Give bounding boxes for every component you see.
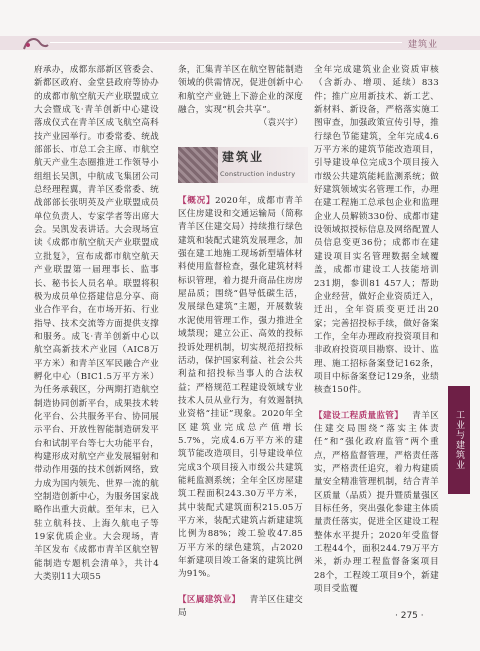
banner-title: 建筑业 — [222, 149, 265, 164]
attribution: （袁兴宇） — [258, 118, 303, 129]
page-number: · 275 · — [395, 611, 424, 621]
banner-pattern — [178, 147, 218, 183]
banner-subtitle: Construction industry — [220, 169, 296, 178]
overview-label: 【概况】 — [178, 195, 216, 206]
overview-paragraph — [178, 195, 303, 582]
column-1 — [34, 64, 159, 584]
column-3 — [314, 64, 439, 596]
side-tab: 工业与建筑业 — [448, 386, 470, 494]
district-construction-label: 【区属建筑业】 — [178, 594, 241, 605]
section-banner — [178, 147, 308, 183]
page-section-title: 建筑业 — [408, 40, 439, 50]
quality-supervision-text: 青羊区住建交局围绕“落实主体责任”和“强化政府监管”两个重点，严格监督管理，严格责任落实，严格责任追究，着力构建质量安全精准管理机制，结合青羊区质量（品质）提升暨质量强区目标任务，突出强化参建主体质量责任落实，促进全区建设工程整体水平提升；2020年受监督工程44个，面积244.79万平方米，新办理工程监督备案项目28个，工程竣工项目9个，新建项目受监覆 — [314, 410, 439, 595]
district-construction-paragraph — [178, 594, 303, 621]
column-2-top-text: 条，汇集青羊区在航空智能制造领域的供需情况，促进创新中心和航空产业链上下游企业的深度融合，实现“机会共享”。 — [178, 65, 303, 116]
quality-supervision-paragraph — [314, 410, 439, 597]
header-rule — [50, 42, 402, 43]
district-construction-text: 青羊区住建交局 — [178, 594, 303, 619]
column-2 — [178, 64, 303, 620]
header-logo-icon — [22, 35, 50, 51]
quality-supervision-label: 【建设工程质量监管】 — [314, 410, 404, 421]
column-3-text-a: 全年完成建筑业企业资质审核（含新办、增项、延续）833件；推广应用新技术、新工艺、新材料、新设备，严格落实施工图审查，加强政策宣传引导，推行绿色节能建筑，全年完成4.6万平方米的建筑节能改造项目，引导建设单位完成3个项目接入市级公共建筑能耗监测系统；做好建筑领域实名管理工作，办理在建工程施工总承包企业和监理企业人员解锁330份、成都市建设领域拟授标信息及网络配置人员信息变更36份；成都市在建建设项目实名管理数据全域覆盖，成都市建设工人技能培训231期，参训81 457人；帮助企业经营，做好企业资质迁入，迁出，全年资质变更迁出20家；完善招投标手续，做好备案工作，全年办理政府投资项目和非政府投资项目勘察、设计、监理、施工招标备案登记162条，项目中标备案登记129条，业绩核查150件。 — [314, 65, 439, 396]
overview-text: 2020年，成都市青羊区住房建设和交通运输局（简称青羊区住建交局）持续推行绿色建筑和装配式建筑发展理念，加强在建工地施工现场新型墙体材料使用监督检查，强化建筑材料标识管理，着力提升商品住房房屋品质；围绕“倡导低碳生活，发展绿色建筑”主题，开展数装水泥使用管理工作，强力推进全域禁现；建立公正、高效的投标投诉处理机制，切实规范招投标活动，保护国家利益、社会公共利益和招投标当事人的合法权益；严格规范工程建设领域专业技术人员从业行为，有效遏制执业资格“挂证”现象。2020年全区建筑业完成总产值增长5.7%，完成4.6万平方米的建筑节能改造项目，引导建设单位完成3个项目接入市级公共建筑能耗监测系统；全年全区房屋建筑工程面积243.30万平方米，其中装配式建筑面积215.05万平方米，装配式建筑占新建建筑比例为88%；竣工验收47.85万平方米的绿色建筑，占2020年新建项目竣工备案的建筑比例为91%。 — [178, 195, 303, 580]
column-1-text: 府承办，成都东部新区管委会、新都区政府、金堂县政府等协办的成都市航空航天产业联盟成立大会暨成飞·青羊创新中心建设落成仪式在青羊区成飞航空高科技产业园举行。市委常委、统战部部长、市总工会主席、市航空航天产业生态圈推进工作领导小组组长吴凯，中航成飞集团公司总经理程翼，青羊区委常委、统战部部长张明英及产业联盟成员单位负责人、专家学者等出席大会。吴凯发表讲话。大会现场宣读《成都市航空航天产业联盟成立批复》，宣布成都市航空航天产业联盟第一届理事长、监事长、秘书长人员名单。联盟将积极为成员单位搭建信息分享、商业合作平台，在市场开拓、行业指导、技术交流等方面提供支撑和服务。成飞·青羊创新中心以航空高新技术产业园（AIC8万平方米）和青羊区军民融合产业孵化中心（BIC1.5万平方米）为任务承载区，分两期打造航空制造协同创新平台，成果技术转化平台、公共服务平台、协同展示平台、开放性智能制造研发平台和试制平台等七大功能平台，构建形成对航空产业发展辐射和带动作用强的技术创新网络，致力成为国内领先、世界一流的航空制造创新中心，为服务国家战略作出重大贡献。至年末，已入驻立航科技、上海久航电子等19家优质企业。大会现场，青羊区发布《成都市青羊区航空智能制造专题机会清单》，共计4大类别11大项55 — [34, 65, 159, 583]
